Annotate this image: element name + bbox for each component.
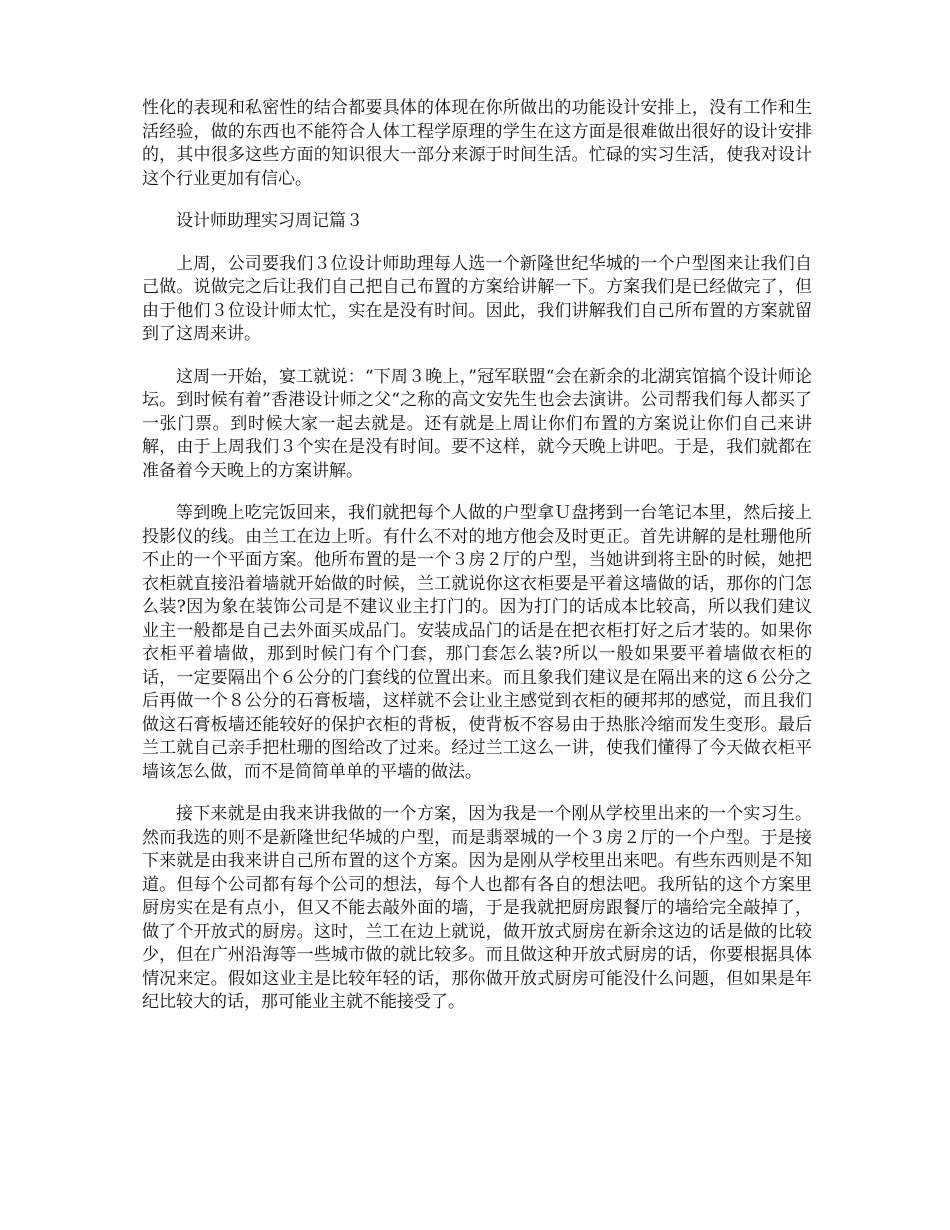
paragraph: 等到晚上吃完饭回来，我们就把每个人做的户型拿Ｕ盘拷到一台笔记本里，然后接上投影仪的线。由兰工在边上听。有什么不对的地方他会及时更正。首先讲解的是杜珊他所不止的一个平面方案。他所布置的是一个３房２厅的户型，当她讲到将主卧的时候，她把衣柜就直接沿着墙就开始做的时候，兰工就说你这衣柜要是平着这墙做的话，那你的门怎么装?因为象在装饰公司是不建议业主打门的。因为打门的话成本比较高，所以我们建议业主一般都是自己去外面买成品门。安装成品门的话是在把衣柜打好之后才装的。如果你衣柜平着墙做，那到时候门有个门套，那门套怎么装?所以一般如果要平着墙做衣柜的话，一定要隔出个６公分的门套线的位置出来。而且象我们建议是在隔出来的这６公分之后再做一个８公分的石膏板墙，这样就不会让业主感觉到衣柜的硬邦邦的感觉，而且我们做这石膏板墙还能较好的保护衣柜的背板，使背板不容易由于热胀冷缩而发生变形。最后兰工就自己亲手把杜珊的图给改了过来。经过兰工这么一讲，使我们懂得了今天做衣柜平墙该怎么做，而不是简简单单的平墙的做法。 xyxy=(142,503,812,782)
paragraph: 接下来就是由我来讲我做的一个方案，因为我是一个刚从学校里出来的一个实习生。然而我选的则不是新隆世纪华城的户型，而是翡翠城的一个３房２厅的一个户型。于是接下来就是由我来讲自己所布置的这个方案。因为是刚从学校里出来吧。有些东西则是不知道。但每个公司都有每个公司的想法，每个人也都有各自的想法吧。我所钻的这个方案里厨房实在是有点小，但又不能去敲外面的墙，于是我就把厨房跟餐厅的墙给完全敲掉了，做了个开放式的厨房。这时，兰工在边上就说，做开放式厨房在新余这边的话是做的比较少，但在广州沿海等一些城市做的就比较多。而且做这种开放式厨房的话，你要根据具体情况来定。假如这业主是比较年轻的话，那你做开放式厨房可能没什么问题，但如果是年纪比较大的话，那可能业主就不能接受了。 xyxy=(142,804,812,1012)
paragraph-continuation: 性化的表现和私密性的结合都要具体的体现在你所做出的功能设计安排上，没有工作和生活经验，做的东西也不能符合人体工程学原理的学生在这方面是很难做出很好的设计安排的，其中很多这些方面的知识很大一部分来源于时间生活。忙碌的实习生活，使我对设计这个行业更加有信心。 xyxy=(142,98,812,189)
document-page xyxy=(142,97,812,1034)
paragraph: 上周，公司要我们３位设计师助理每人选一个新隆世纪华城的一个户型图来让我们自己做。说做完之后让我们自己把自己布置的方案给讲解一下。方案我们是已经做完了，但由于他们３位设计师太忙，实在是没有时间。因此，我们讲解我们自己所布置的方案就留到了这周来讲。 xyxy=(142,253,812,344)
paragraph: 这周一开始，宴工就说：“下周３晚上，”冠军联盟“会在新余的北湖宾馆搞个设计师论坛。到时候有着”香港设计师之父“之称的高文安先生也会去演讲。公司帮我们每人都买了一张门票。到时候大家一起去就是。还有就是上周让你们布置的方案说让你们自己来讲解，由于上周我们３个实在是没有时间。要不这样，就今天晚上讲吧。于是，我们就都在准备着今天晚上的方案讲解。 xyxy=(142,366,812,481)
section-heading: 设计师助理实习周记篇３ xyxy=(176,211,363,231)
